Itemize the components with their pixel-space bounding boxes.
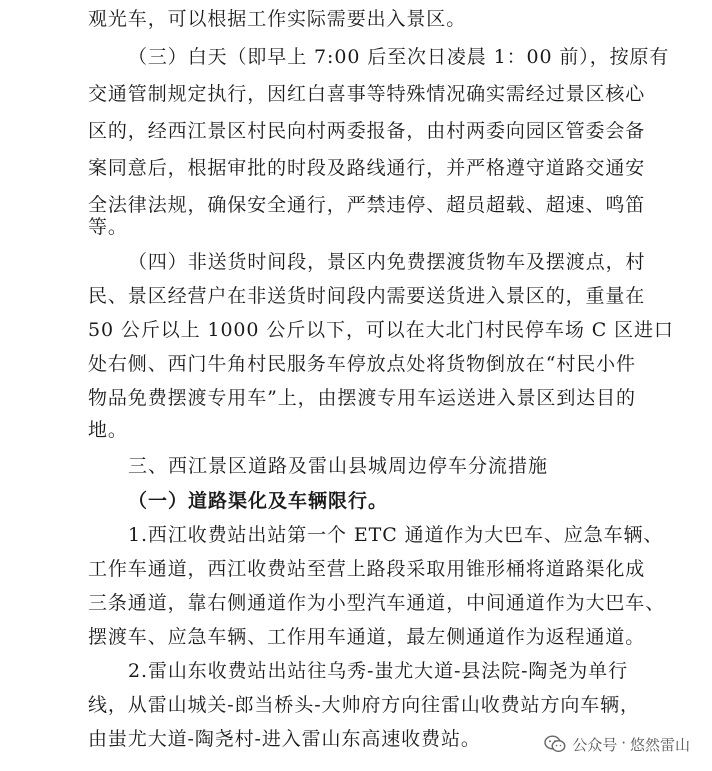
paragraph-line: 三条通道，靠右侧通道作为小型汽车通道，中间通道作为大巴车、: [88, 592, 666, 614]
subsection-heading: （一）道路渠化及车辆限行。: [128, 490, 389, 512]
paragraph-line: 处右侧、西门牛角村民服务车停放点处将货物倒放在“村民小件: [88, 353, 636, 375]
watermark-separator: ·: [621, 733, 626, 752]
paragraph-line: 摆渡车、应急车辆、工作用车通道，最左侧通道作为返程通道。: [88, 626, 646, 648]
paragraph-line: 2.雷山东收费站出站往乌秀-蚩尤大道-县法院-陶尧为单行: [128, 660, 628, 682]
paragraph-line: 物品免费摆渡专用车”上，由摆渡专用车运送进入景区到达目的: [88, 387, 636, 409]
paragraph-line: 1.西江收费站出站第一个 ETC 通道作为大巴车、应急车辆、: [128, 524, 664, 546]
watermark: [544, 731, 690, 757]
paragraph-line: 工作车通道，西江收费站至营上路段采取用锥形桶将道路渠化成: [88, 558, 646, 580]
paragraph-line: 50 公斤以上 1000 公斤以下，可以在大北门村民停车场 C 区进口: [88, 319, 674, 341]
watermark-account: 悠然雷山: [629, 735, 690, 754]
paragraph-line: （四）非送货时间段，景区内免费摆渡货物车及摆渡点，村: [128, 251, 646, 273]
paragraph-line: 线，从雷山城关-郎当桥头-大帅府方向往雷山收费站方向车辆，: [88, 694, 640, 716]
watermark-prefix: 公众号: [572, 735, 618, 754]
paragraph-line: 地。: [88, 419, 128, 441]
section-heading: 三、西江景区道路及雷山县城周边停车分流措施: [128, 455, 549, 477]
paragraph-line: 等。: [88, 216, 128, 238]
paragraph-line: 交通管制规定执行，因红白喜事等特殊情况确实需经过景区核心: [88, 83, 646, 105]
paragraph-line: 全法律法规，确保安全通行，严禁违停、超员超载、超速、鸣笛: [88, 194, 646, 216]
paragraph-line: 民、景区经营户在非送货时间段内需要送货进入景区的，重量在: [88, 285, 646, 307]
paragraph-line: 观光车，可以根据工作实际需要出入景区。: [88, 8, 467, 30]
paragraph-line: （三）白天（即早上 7:00 后至次日凌晨 1：00 前），按原有: [128, 46, 670, 68]
paragraph-line: 区的，经西江景区村民向村两委报备，由村两委向园区管委会备: [88, 120, 646, 142]
paragraph-line: 案同意后，根据审批的时段及路线通行，并严格遵守道路交通安: [88, 157, 646, 179]
paragraph-line: 由蚩尤大道-陶尧村-进入雷山东高速收费站。: [88, 728, 481, 750]
wechat-icon: [544, 735, 566, 753]
